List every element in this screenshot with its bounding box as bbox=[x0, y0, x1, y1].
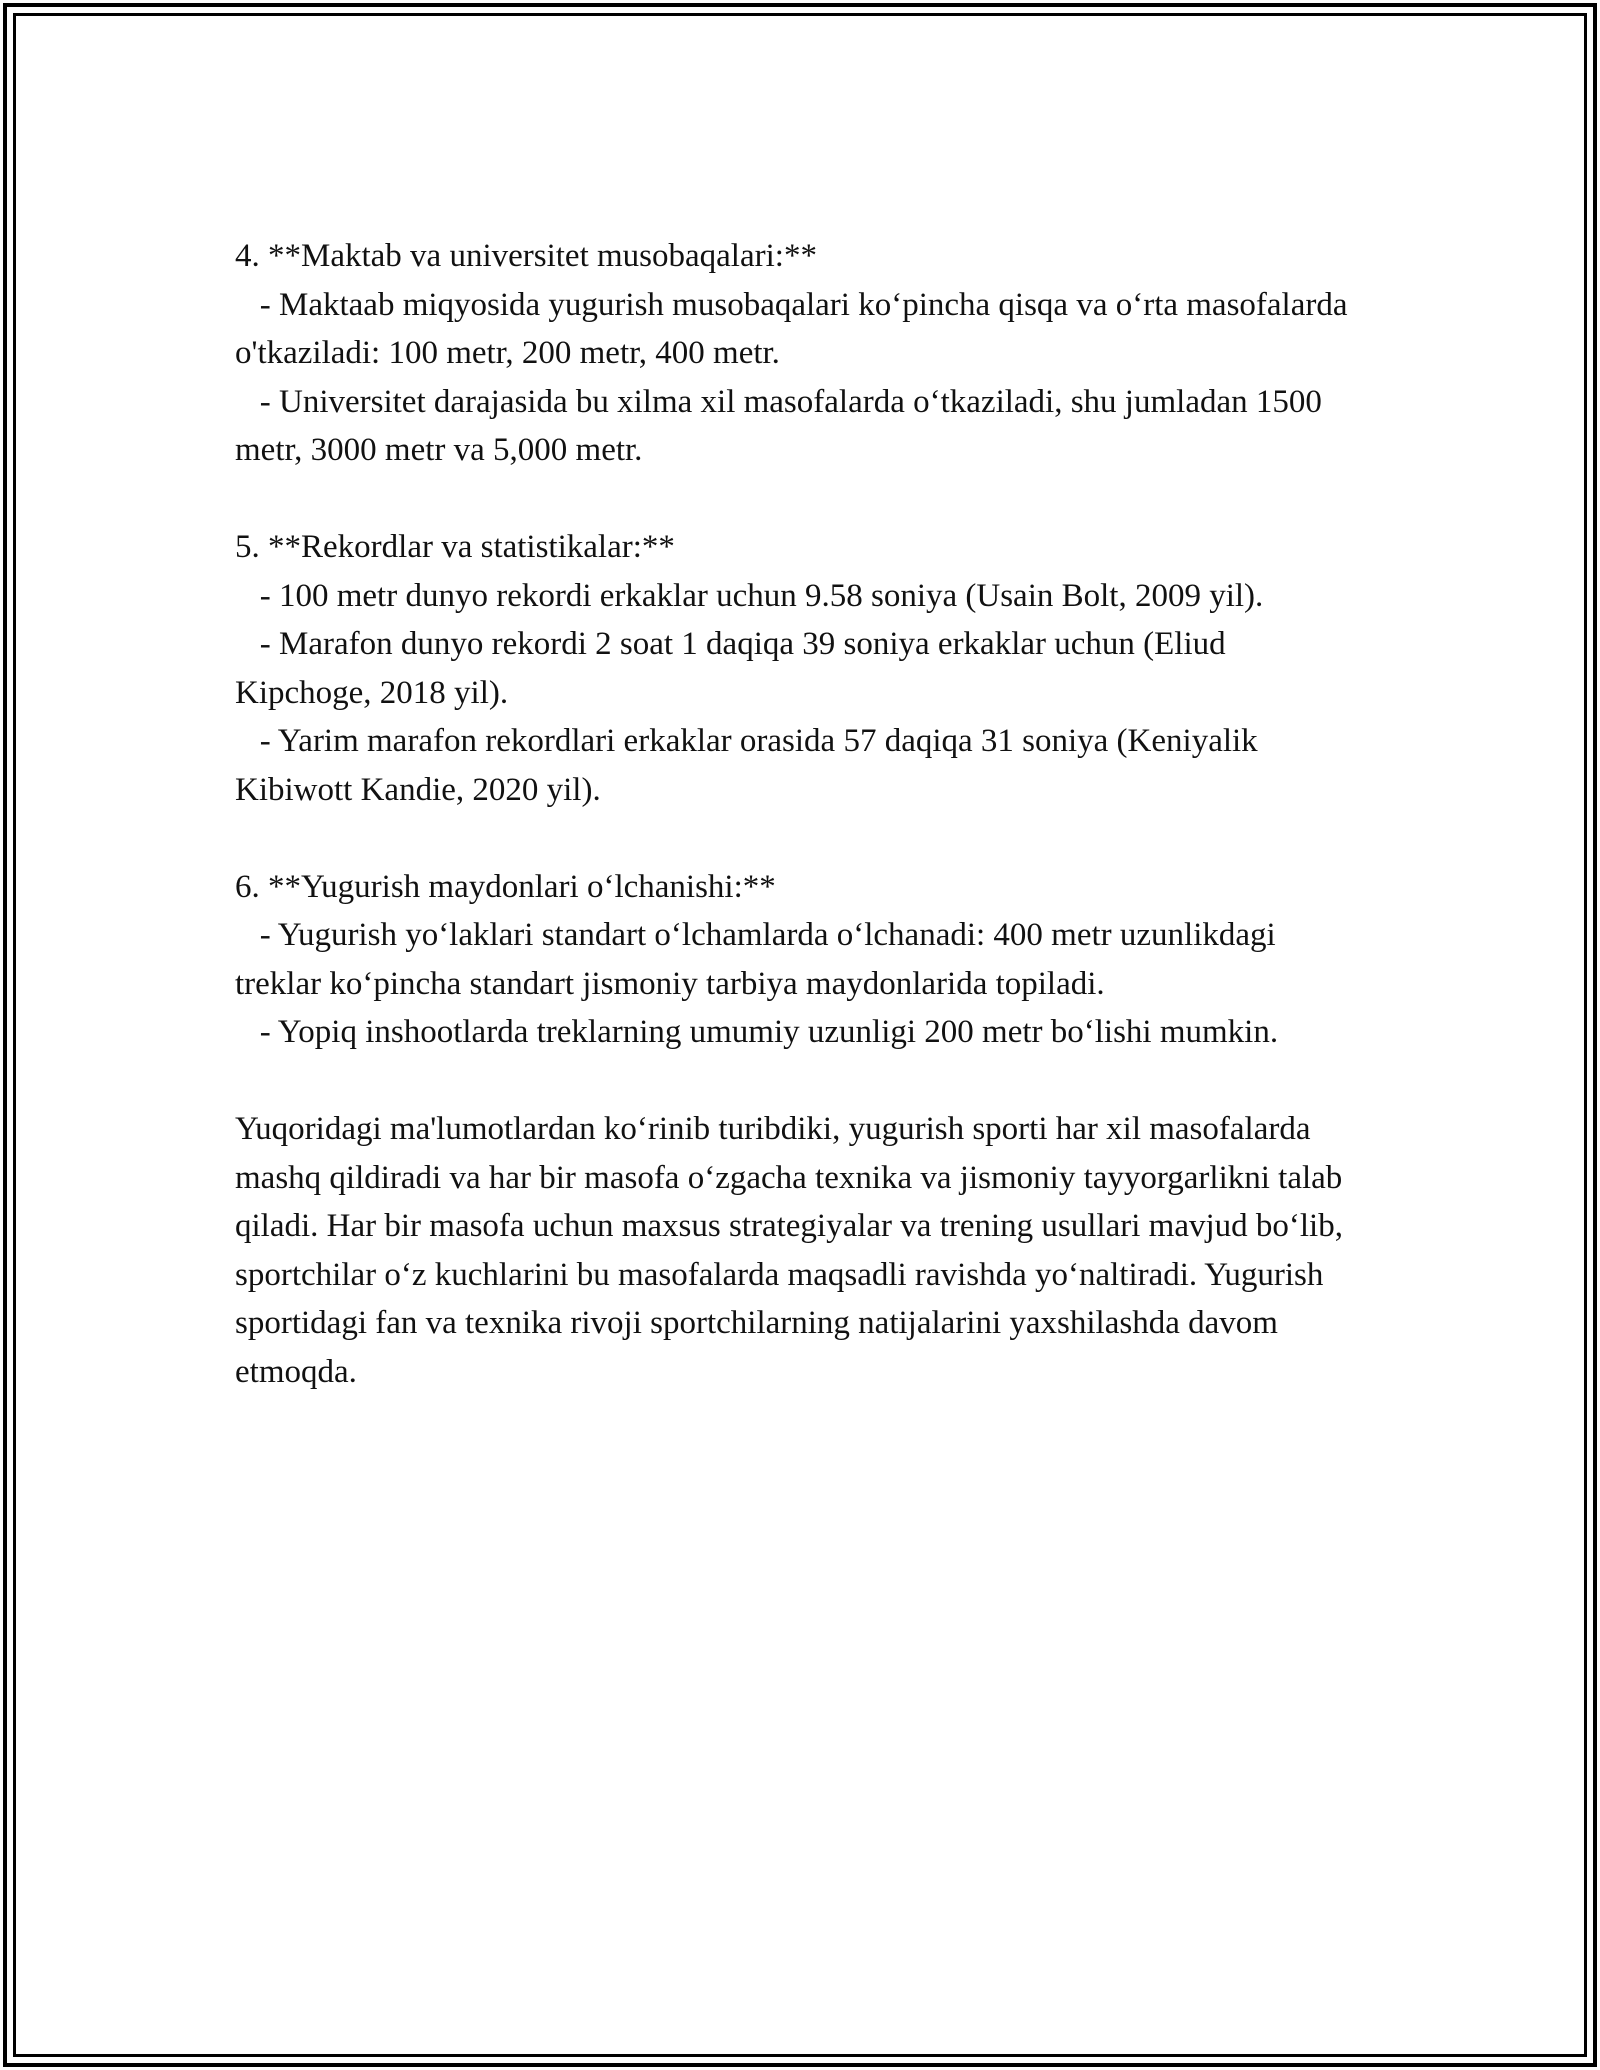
section-heading: 6. **Yugurish maydonlari o‘lchanishi:** bbox=[235, 868, 776, 905]
list-item: - Universitet darajasida bu xilma xil masofalarda o‘tkaziladi, shu jumladan 1500 metr, 3000 metr va 5,000 metr. bbox=[235, 383, 1331, 468]
list-item: - Marafon dunyo rekordi 2 soat 1 daqiqa 39 soniya erkaklar uchun (Eliud Kipchoge, 2018 yil). bbox=[235, 626, 1234, 711]
document-body bbox=[235, 232, 1365, 1396]
section-track-measurement bbox=[235, 863, 1365, 1057]
paragraph-spacer bbox=[235, 814, 1365, 863]
list-item: - Yopiq inshootlarda treklarning umumiy uzunligi 200 metr bo‘lishi mumkin. bbox=[235, 1014, 1279, 1050]
section-school-university bbox=[235, 232, 1365, 475]
section-heading: 5. **Rekordlar va statistikalar:** bbox=[235, 529, 675, 565]
list-item: - Maktaab miqyosida yugurish musobaqalari ko‘pincha qisqa va o‘rta masofalarda o'tkaziladi: 100 metr, 200 metr, 400 metr. bbox=[235, 286, 1356, 371]
list-item: - 100 metr dunyo rekordi erkaklar uchun 9.58 soniya (Usain Bolt, 2009 yil). bbox=[235, 577, 1264, 614]
list-item: - Yugurish yo‘laklari standart o‘lchamlarda o‘lchanadi: 400 metr uzunlikdagi treklar ko‘pincha standart jismoniy tarbiya maydonlarida topiladi. bbox=[235, 917, 1284, 1002]
list-item: - Yarim marafon rekordlari erkaklar orasida 57 daqiqa 31 soniya (Keniyalik Kibiwott Kandie, 2020 yil). bbox=[235, 723, 1266, 808]
conclusion-paragraph: Yuqoridagi ma'lumotlardan ko‘rinib turibdiki, yugurish sporti har xil masofalarda mashq qildiradi va har bir masofa o‘zgacha texnika va jismoniy tayyorgarlikni talab qiladi. Har bir masofa uchun maxsus strategiyalar va trening usullari mavjud bo‘lib, sportchilar o‘z kuchlarini bu masofalarda maqsadli ravishda yo‘naltiradi. Yugurish sportidagi fan va texnika rivoji sportchilarning natijalarini yaxshilashda davom etmoqda. bbox=[235, 1111, 1352, 1390]
section-heading: 4. **Maktab va universitet musobaqalari:** bbox=[235, 238, 817, 274]
paragraph-spacer bbox=[235, 475, 1365, 524]
section-records bbox=[235, 523, 1365, 814]
paragraph-spacer bbox=[235, 1057, 1365, 1106]
